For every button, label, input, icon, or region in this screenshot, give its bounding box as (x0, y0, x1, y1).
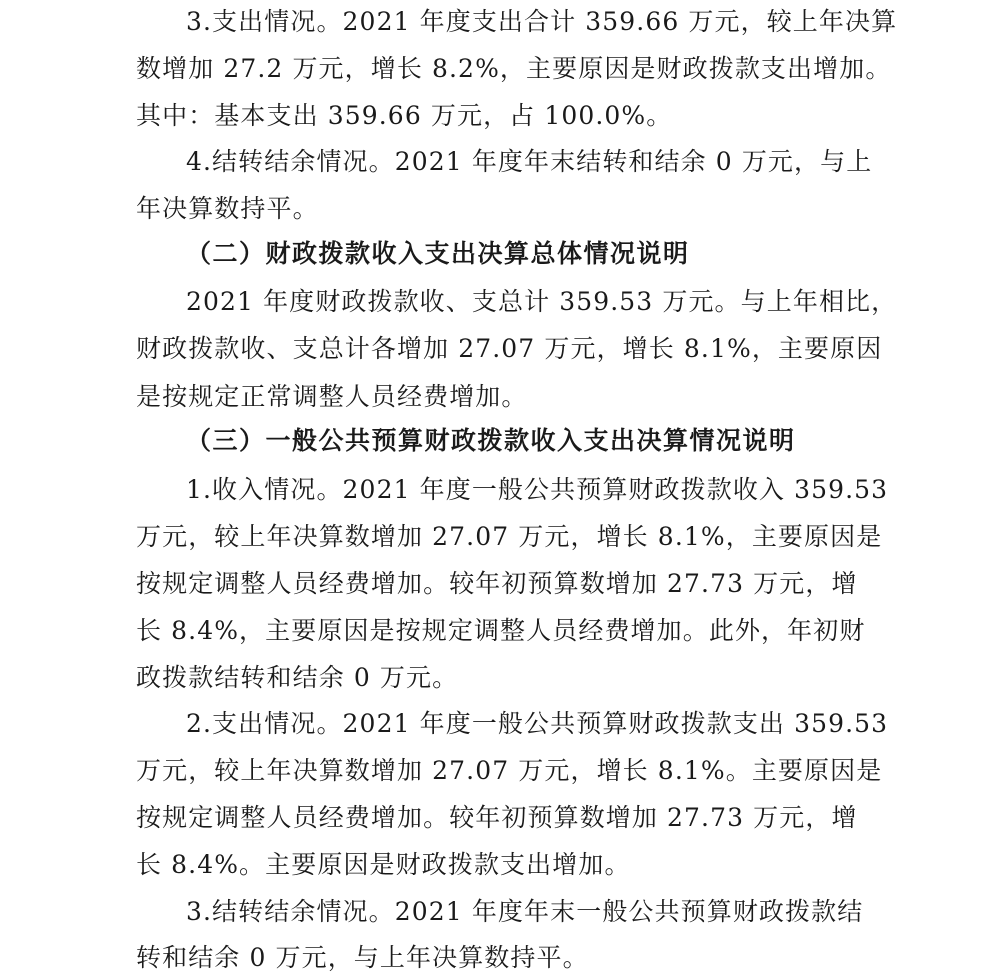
paragraph-line: 长 8.4%。主要原因是财政拨款支出增加。 (136, 850, 631, 879)
paragraph-line: 1.收入情况。2021 年度一般公共预算财政拨款收入 359.53 (186, 475, 889, 504)
section-heading: （三）一般公共预算财政拨款收入支出决算情况说明 (186, 426, 796, 455)
paragraph-line: 万元，较上年决算数增加 27.07 万元，增长 8.1%，主要原因是 (136, 522, 883, 551)
paragraph-line: 万元，较上年决算数增加 27.07 万元，增长 8.1%。主要原因是 (136, 756, 883, 785)
paragraph-line: 是按规定正常调整人员经费增加。 (136, 382, 528, 411)
paragraph-line: 按规定调整人员经费增加。较年初预算数增加 27.73 万元，增 (136, 569, 858, 598)
paragraph-line: 年决算数持平。 (136, 194, 319, 223)
paragraph-line: 数增加 27.2 万元，增长 8.2%，主要原因是财政拨款支出增加。 (136, 54, 892, 83)
paragraph-line: 政拨款结转和结余 0 万元。 (136, 663, 459, 692)
paragraph-line: 长 8.4%，主要原因是按规定调整人员经费增加。此外，年初财 (136, 616, 866, 645)
paragraph-line: 2.支出情况。2021 年度一般公共预算财政拨款支出 359.53 (186, 709, 889, 738)
section-heading: （二）财政拨款收入支出决算总体情况说明 (186, 239, 690, 268)
paragraph-line: 其中：基本支出 359.66 万元，占 100.0%。 (136, 101, 673, 130)
paragraph-line: 按规定调整人员经费增加。较年初预算数增加 27.73 万元，增 (136, 803, 858, 832)
paragraph-line: 3.结转结余情况。2021 年度年末一般公共预算财政拨款结 (186, 897, 864, 926)
paragraph-line: 2021 年度财政拨款收、支总计 359.53 万元。与上年相比， (186, 287, 898, 316)
paragraph-line: 转和结余 0 万元，与上年决算数持平。 (136, 943, 589, 972)
paragraph-line: 财政拨款收、支总计各增加 27.07 万元，增长 8.1%，主要原因 (136, 334, 883, 363)
paragraph-line: 3.支出情况。2021 年度支出合计 359.66 万元，较上年决算 (186, 7, 898, 36)
paragraph-line: 4.结转结余情况。2021 年度年末结转和结余 0 万元，与上 (186, 147, 873, 176)
